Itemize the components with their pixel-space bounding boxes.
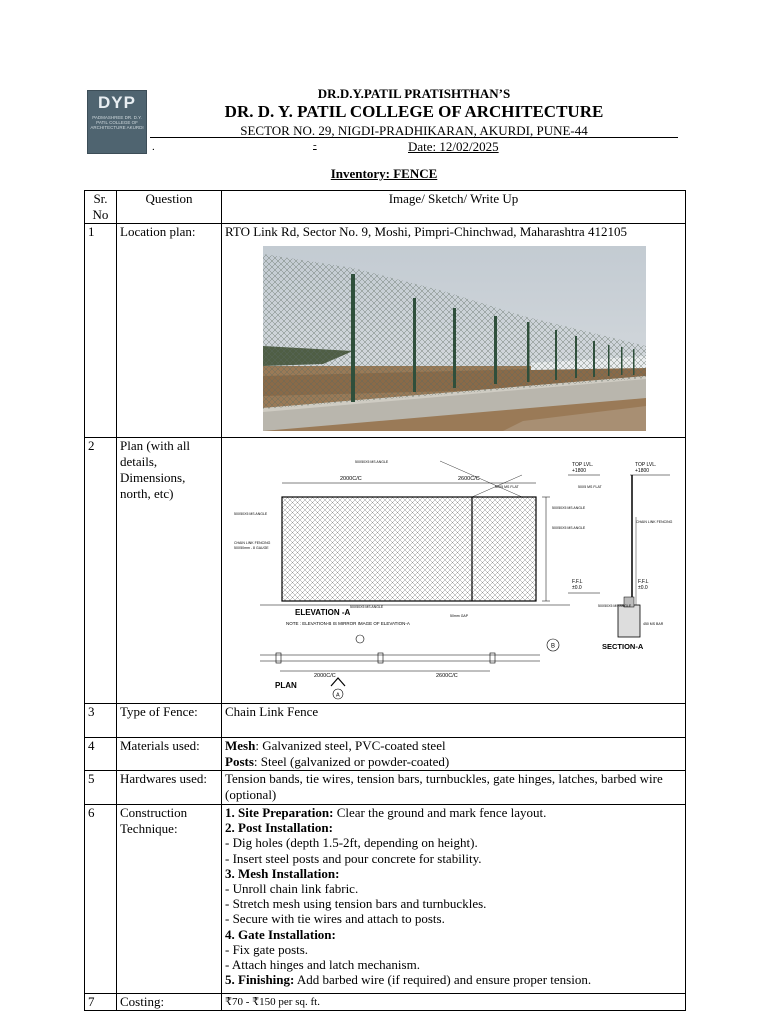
top-lvl-2: TOP LVL.: [635, 462, 657, 468]
plan-dim-right: 2600C/C: [436, 673, 458, 679]
table-row: [85, 805, 686, 994]
step-3-title: 3. Mesh Installation:: [225, 865, 340, 881]
row-sr: 7: [85, 994, 117, 1011]
college-name: DR. D. Y. PATIL COLLEGE OF ARCHITECTURE: [224, 102, 604, 121]
row-question: Location plan:: [117, 224, 222, 438]
fence-site-photo: [263, 246, 646, 431]
header-rule: [150, 137, 678, 138]
table-row: [85, 438, 686, 704]
step-2-title: 2. Post Installation:: [225, 820, 333, 836]
row-sr: 2: [85, 438, 117, 704]
label-angle-left: 50X50X5 MS ANGLE: [234, 512, 268, 516]
step-4-title: 4. Gate Installation:: [225, 926, 336, 942]
step-3-a: - Unroll chain link fabric.: [225, 881, 359, 897]
table-header-row: [85, 191, 686, 224]
header-dash: -: [313, 139, 317, 151]
ffl-2: F.F.L: [638, 579, 649, 585]
label-angle-bottom: 50X50X5 MS ANGLE: [350, 605, 384, 609]
elevation-note: NOTE : ELEVATION-B IS MIRROR IMAGE OF ELEVATION-A: [286, 621, 410, 626]
row-answer: Tension bands, tie wires, tension bars, turnbuckles, gate hinges, latches, barbed wire (optional): [222, 771, 686, 805]
document-title: Inventory: FENCE: [330, 166, 438, 181]
header-answer: Image/ Sketch/ Write Up: [222, 191, 686, 224]
label-flat-sec: 50X5 MS FLAT: [578, 485, 602, 489]
location-address: RTO Link Rd, Sector No. 9, Moshi, Pimpri-Chinchwad, Maharashtra 412105: [225, 224, 627, 239]
step-1-title: 1. Site Preparation:: [225, 805, 334, 820]
label-angle-footing: 50X50X5 MS ANGLE: [598, 604, 632, 608]
row-sr: 6: [85, 805, 117, 994]
label-flat: 50X5 MS FLAT: [495, 485, 519, 489]
row-question: Construction Technique:: [117, 805, 222, 994]
elevation-title: ELEVATION -A: [295, 608, 351, 617]
posts-text: : Steel (galvanized or powder-coated): [253, 754, 450, 769]
dim-right: 2600C/C: [458, 476, 480, 482]
row-answer: [222, 224, 686, 438]
top-lvl-1-val: +1800: [572, 468, 587, 474]
step-3-c: - Secure with tie wires and attach to posts.: [225, 911, 445, 927]
inventory-table: [84, 190, 686, 1011]
row-answer: [222, 738, 686, 771]
plan-title: PLAN: [275, 681, 297, 690]
ffl-1-val: ±0.0: [572, 585, 582, 591]
step-5-title: 5. Finishing:: [225, 972, 295, 988]
row-answer: Chain Link Fence: [222, 704, 686, 738]
college-logo: [87, 90, 147, 154]
row-answer: [222, 805, 686, 994]
trust-name: DR.D.Y.PATIL PRATISHTHAN’S: [317, 86, 511, 101]
step-4-b: - Attach hinges and latch mechanism.: [225, 957, 420, 973]
row-question: Materials used:: [117, 738, 222, 771]
label-chain-sec: CHAIN LINK FENCING: [636, 520, 673, 524]
label-chain: CHAIN LINK FENCING: [234, 541, 271, 545]
marker-a: A: [336, 692, 340, 699]
fence-technical-drawing: [234, 455, 680, 701]
row-question: Hardwares used:: [117, 771, 222, 805]
step-2-b: - Insert steel posts and pour concrete for stability.: [225, 850, 482, 866]
label-angle-top: 50X50X5 MS ANGLE: [355, 460, 389, 464]
ffl-2-val: ±0.0: [638, 585, 648, 591]
label-gap: 50mm GAP: [450, 614, 469, 618]
step-1-text: Clear the ground and mark fence layout.: [333, 805, 547, 820]
row-question: Type of Fence:: [117, 704, 222, 738]
row-sr: 1: [85, 224, 117, 438]
posts-label: Posts: [225, 754, 254, 769]
row-question: Plan (with all details, Dimensions, north, etc): [117, 438, 222, 704]
header-dot: .: [152, 141, 155, 153]
marker-b: B: [551, 643, 556, 650]
row-answer: ₹70 - ₹150 per sq. ft.: [222, 994, 686, 1011]
top-lvl-1: TOP LVL.: [572, 462, 594, 468]
label-chain-spec: 50X50mm - 8 GAUGE: [234, 546, 269, 550]
row-sr: 5: [85, 771, 117, 805]
row-answer: [222, 438, 686, 704]
row-question: Costing:: [117, 994, 222, 1011]
mesh-label: Mesh: [225, 738, 256, 753]
row-sr: 4: [85, 738, 117, 771]
logo-initials: DYP: [98, 93, 136, 112]
plan-dim-left: 2000C/C: [314, 673, 336, 679]
mesh-text: : Galvanized steel, PVC-coated steel: [255, 738, 446, 753]
top-lvl-2-val: +1800: [635, 468, 650, 474]
dim-left: 2000C/C: [340, 476, 362, 482]
header-sr-no: Sr. No: [85, 191, 117, 224]
college-address: SECTOR NO. 29, NIGDI-PRADHIKARAN, AKURDI, PUNE-44: [240, 123, 588, 138]
table-row: [85, 738, 686, 771]
table-row: [85, 704, 686, 738]
document-date: Date: 12/02/2025: [408, 139, 499, 154]
table-row: [85, 771, 686, 805]
label-angle-sec-2: 50X50X5 MS ANGLE: [552, 526, 586, 530]
ffl-1: F.F.L: [572, 579, 583, 585]
row-sr: 3: [85, 704, 117, 738]
logo-caption: PADMASHREE DR. D.Y. PATIL COLLEGE OF ARCHITECTURE AKURDI: [90, 115, 144, 130]
table-row: [85, 994, 686, 1011]
step-2-a: - Dig holes (depth 1.5-2ft, depending on height).: [225, 835, 478, 851]
label-base: 450 MS BAR: [643, 622, 664, 626]
table-row: [85, 224, 686, 438]
section-title: SECTION-A: [602, 642, 644, 651]
step-3-b: - Stretch mesh using tension bars and turnbuckles.: [225, 896, 487, 912]
step-5-text: Add barbed wire (if required) and ensure proper tension.: [294, 972, 592, 988]
header-question: Question: [117, 191, 222, 224]
label-angle-sec: 50X50X5 MS ANGLE: [552, 506, 586, 510]
step-4-a: - Fix gate posts.: [225, 941, 309, 957]
